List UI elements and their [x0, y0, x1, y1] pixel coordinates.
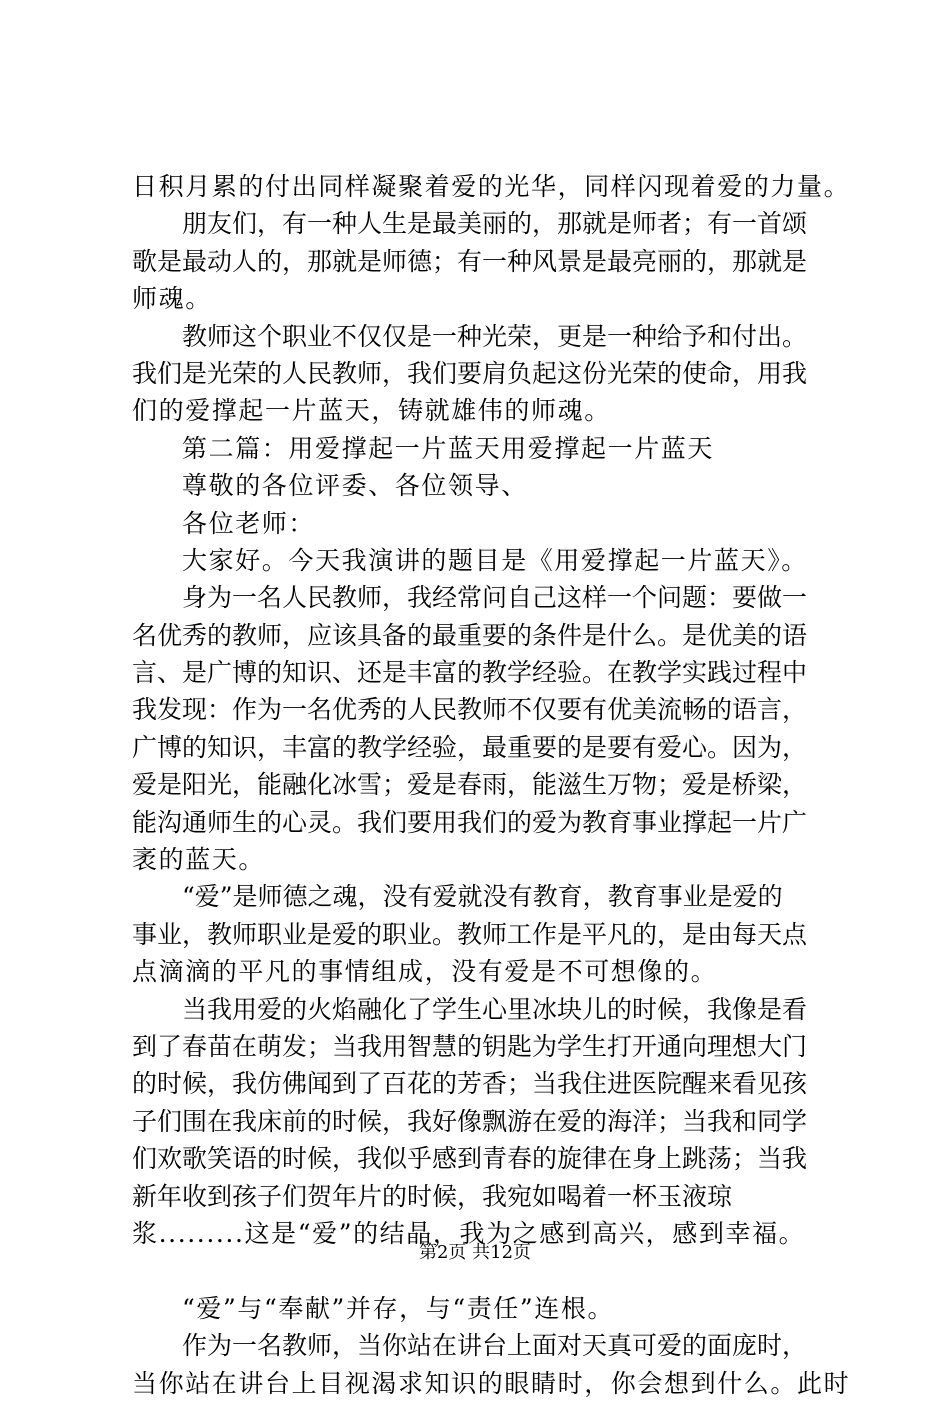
text-line: 教师这个职业不仅仅是一种光荣，更是一种给予和付出。 — [182, 321, 808, 351]
text-line: 子们围在我床前的时候，我好像飘游在爱的海洋；当我和同学 — [132, 1106, 808, 1136]
text-line: 日积月累的付出同样凝聚着爱的光华，同样闪现着爱的力量。 — [132, 172, 851, 201]
paragraph — [132, 467, 832, 504]
document-body — [132, 168, 851, 1402]
text-line: 的时候，我仿佛闻到了百花的芳香；当我住进医院醒来看见孩 — [132, 1069, 808, 1099]
text-line: 名优秀的教师，应该具备的最重要的条件是什么。是优美的语 — [132, 620, 808, 650]
text-line: 能沟通师生的心灵。我们要用我们的爱为教育事业撑起一片广 — [132, 807, 808, 837]
text-line: 们的爱撑起一片蓝天，铸就雄伟的师魂。 — [132, 396, 611, 426]
text-line: 身为一名人民教师，我经常问自己这样一个问题：要做一 — [182, 583, 808, 613]
paragraph — [132, 542, 832, 579]
text-line: 我们是光荣的人民教师，我们要肩负起这份光荣的使命，用我 — [132, 358, 808, 388]
text-line: 浆.........这是“爱”的结晶，我为之感到高兴，感到幸福。 — [132, 1218, 806, 1248]
paragraph — [132, 1290, 832, 1327]
paragraph — [132, 430, 832, 467]
paragraph — [132, 991, 832, 1253]
paragraph — [132, 579, 832, 878]
paragraph — [132, 318, 832, 430]
text-line: 师魂。 — [132, 284, 212, 314]
text-line: 歌是最动人的，那就是师德；有一种风景是最亮丽的，那就是 — [132, 246, 808, 276]
text-line: “爱”与“奉献”并存，与“责任”连根。 — [182, 1293, 615, 1323]
text-line: 广博的知识，丰富的教学经验，最重要的是要有爱心。因为， — [132, 732, 808, 762]
paragraph — [132, 1327, 851, 1402]
text-line: 爱是阳光，能融化冰雪；爱是春雨，能滋生万物；爱是桥梁， — [132, 770, 808, 800]
text-line: 事业，教师职业是爱的职业。教师工作是平凡的，是由每天点 — [132, 919, 808, 949]
text-line: 作为一名教师，当你站在讲台上面对天真可爱的面庞时， — [182, 1331, 808, 1361]
text-line: 们欢歌笑语的时候，我似乎感到青春的旋律在身上跳荡；当我 — [132, 1144, 808, 1174]
paragraph — [132, 205, 832, 317]
text-line: 各位老师： — [182, 508, 316, 538]
text-line: “爱”是师德之魂，没有爱就没有教育，教育事业是爱的 — [182, 882, 783, 912]
text-line: 新年收到孩子们贺年片的时候，我宛如喝着一杯玉液琼 — [132, 1181, 733, 1211]
paragraph — [132, 168, 851, 205]
page-footer: 第2页 共12页 — [418, 1242, 532, 1263]
text-line: 当我用爱的火焰融化了学生心里冰块儿的时候，我像是看 — [182, 994, 808, 1024]
paragraph — [132, 505, 832, 542]
text-line: 大家好。今天我演讲的题目是《用爱撑起一片蓝天》。 — [182, 545, 808, 575]
text-line: 言、是广博的知识、还是丰富的教学经验。在教学实践过程中 — [132, 658, 808, 688]
text-line: 我发现：作为一名优秀的人民教师不仅要有优美流畅的语言， — [132, 695, 808, 725]
text-line: 到了春苗在萌发；当我用智慧的钥匙为学生打开通向理想大门 — [132, 1031, 808, 1061]
text-line: 朋友们，有一种人生是最美丽的，那就是师者；有一首颂 — [182, 209, 808, 239]
text-line: 袤的蓝天。 — [132, 845, 266, 875]
text-line: 点滴滴的平凡的事情组成，没有爱是不可想像的。 — [132, 957, 718, 987]
text-line: 第二篇：用爱撑起一片蓝天用爱撑起一片蓝天 — [182, 433, 715, 463]
paragraph — [132, 878, 832, 990]
text-line: 当你站在讲台上目视渴求知识的眼睛时，你会想到什么。此时 — [132, 1368, 851, 1398]
text-line: 尊敬的各位评委、各位领导、 — [182, 471, 528, 501]
